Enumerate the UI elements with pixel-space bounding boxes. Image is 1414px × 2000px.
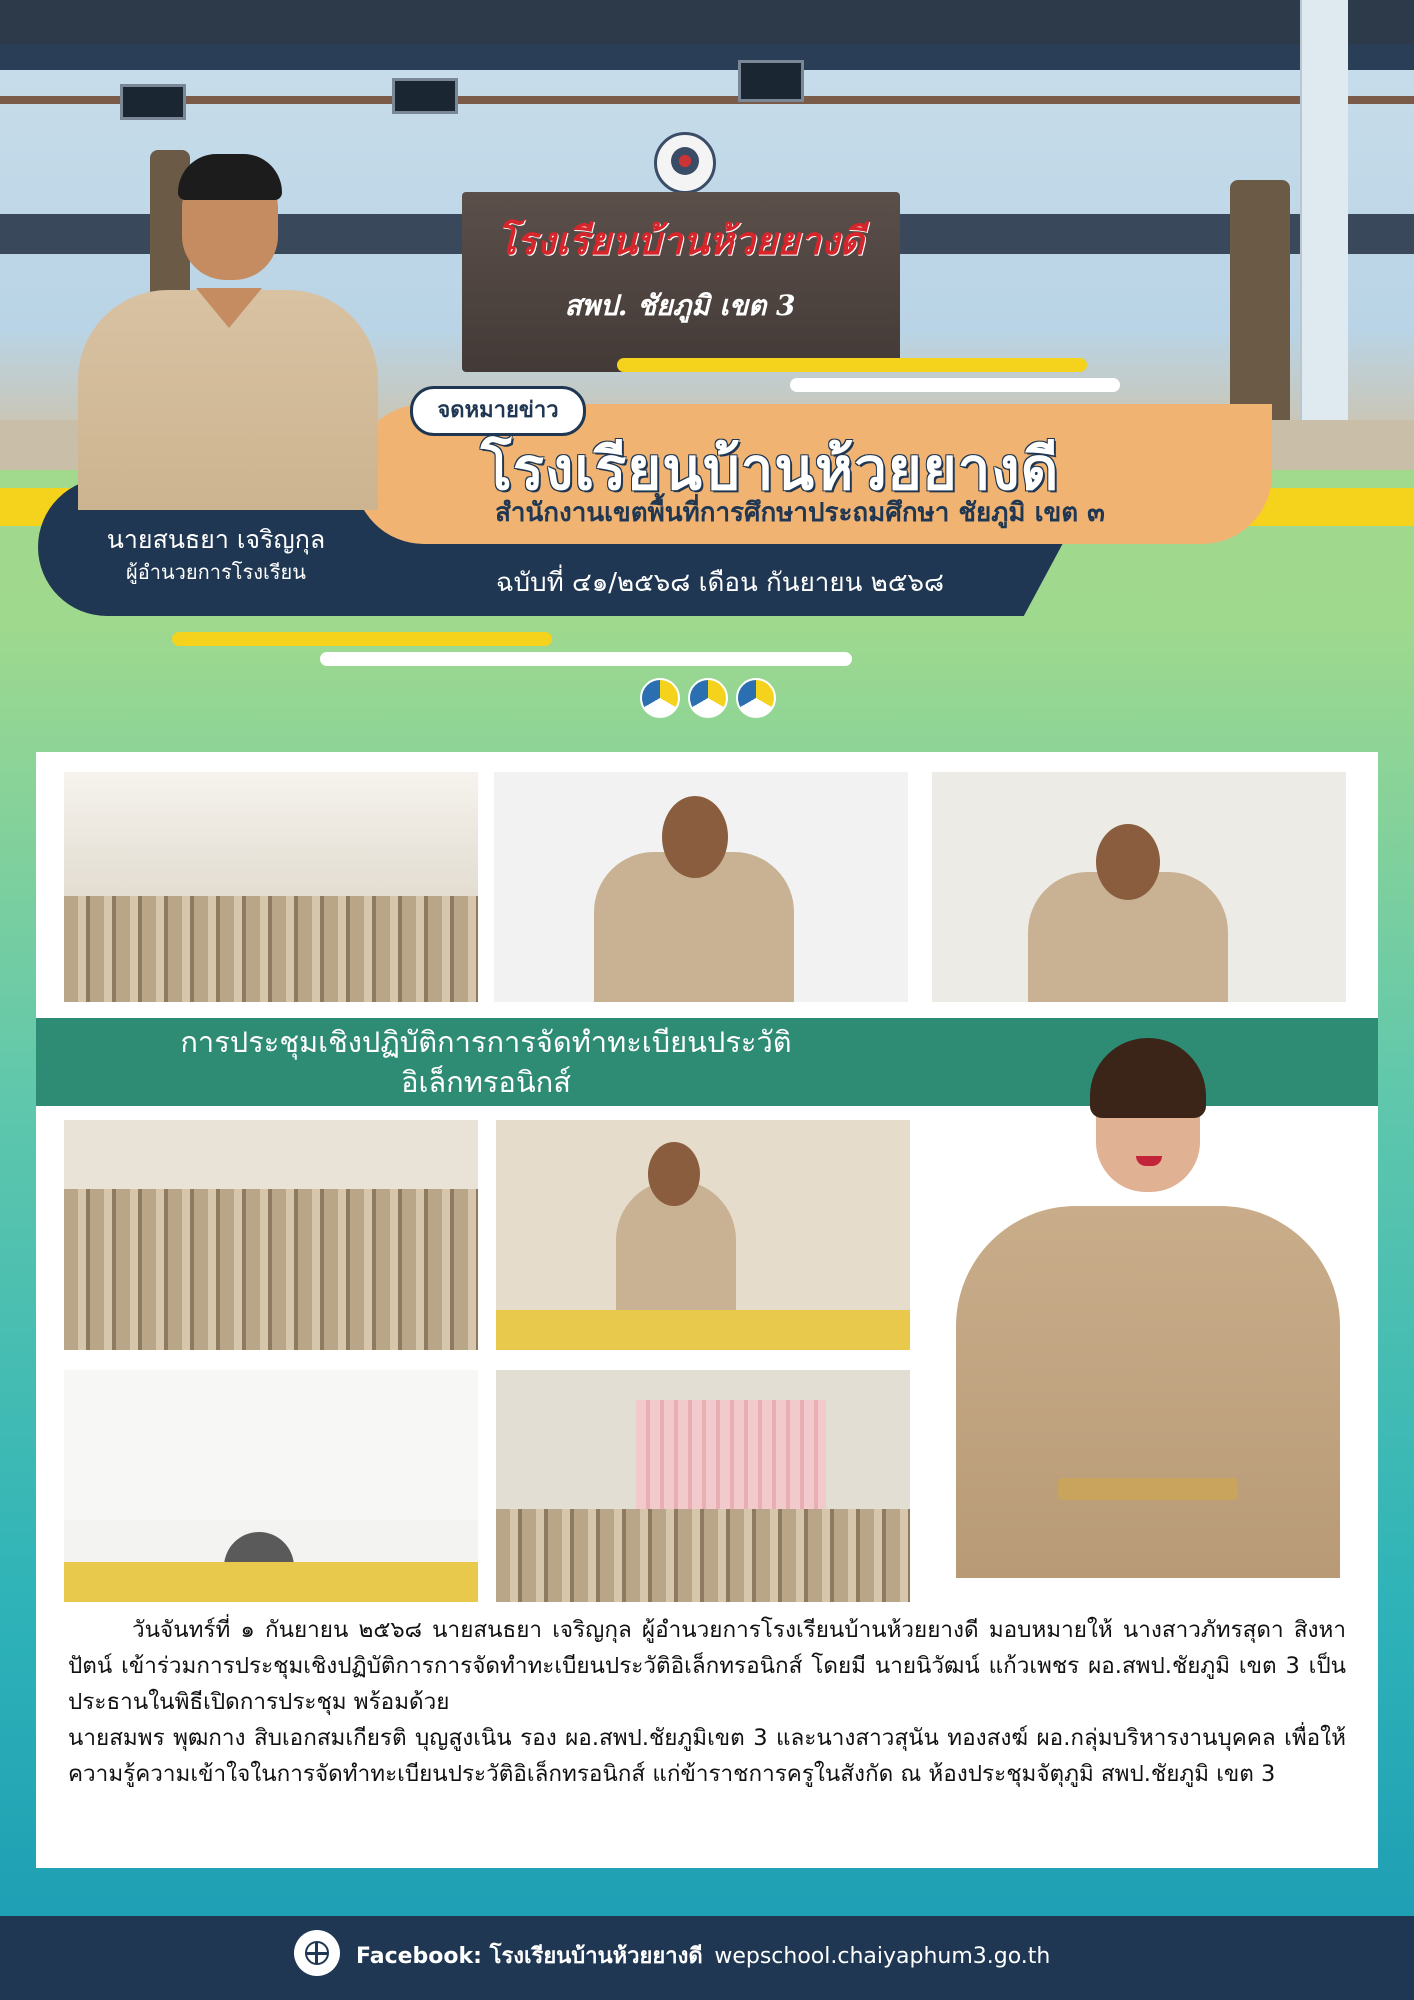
section-title-line2: อิเล็กทรอนิกส์	[401, 1065, 571, 1099]
director-photo	[78, 160, 378, 510]
section-title-line1: การประชุมเชิงปฏิบัติการการจัดทำทะเบียนประวัติ	[180, 1025, 792, 1059]
presenter-table	[64, 1562, 478, 1602]
school-emblem-icon	[654, 132, 716, 194]
photo-speaker-standing	[494, 772, 908, 1002]
office-subtitle: สำนักงานเขตพื้นที่การศึกษาประถมศึกษา ชัยภูมิ เขต ๓	[495, 498, 1105, 528]
decor-bar	[320, 652, 852, 666]
school-title: โรงเรียนบ้านห้วยยางดี	[480, 435, 1060, 503]
window-curtain	[636, 1400, 826, 1510]
decor-bar	[617, 358, 1087, 372]
building-upper-floor	[0, 0, 1414, 44]
speaker-face	[648, 1142, 700, 1206]
group-people	[64, 1189, 478, 1350]
director-hair	[178, 154, 282, 200]
globe-icon	[294, 1930, 340, 1976]
news-paragraph: วันจันทร์ที่ ๑ กันยายน ๒๕๖๘ นายสนธยา เจริญกุล ผู้อำนวยการโรงเรียนบ้านห้วยยางดี มอบหมายให้ นางสาวภัทรสุดา สิงหาปัตน์ เข้าร่วมการประชุมเชิงปฏิบัติการการจัดทำทะเบียนประวัติอิเล็กทรอนิกส์ โดยมี นายนิวัฒน์ แก้วเพชร ผอ.สพป.ชัยภูมิ เขต 3 เป็นประธานในพิธีเปิดการประชุม พร้อมด้วย	[68, 1617, 1346, 1715]
audience	[64, 896, 478, 1002]
decor-bar	[790, 378, 1120, 392]
decor-bar	[172, 632, 552, 646]
decor-dot-icon	[688, 678, 728, 718]
attendee-portrait	[948, 1038, 1348, 1578]
attendee-belt	[1058, 1478, 1238, 1500]
section-title	[36, 1018, 936, 1102]
director-role: ผู้อำนวยการโรงเรียน	[126, 560, 306, 584]
photo-presenter-laptop	[64, 1370, 478, 1602]
photo-group	[64, 1120, 478, 1350]
sign-area-name: สพป. ชัยภูมิ เขต 3	[564, 289, 796, 322]
newsletter-tag: จดหมายข่าว	[410, 386, 586, 436]
attendee-hair	[1090, 1038, 1206, 1118]
building-pillar	[1300, 0, 1348, 460]
building-window	[738, 60, 804, 102]
news-body	[68, 1612, 1346, 1792]
news-paragraph: นายสมพร พุฒกาง สิบเอกสมเกียรติ บุญสูงเนิน รอง ผอ.สพป.ชัยภูมิเขต 3 และนางสาวสุนัน ทองสงฆ์ ผอ.กลุ่มบริหารงานบุคคล เพื่อให้ความรู้ความเข้าใจในการจัดทำทะเบียนประวัติอิเล็กทรอนิกส์ แก่ข้าราชการครูในสังกัด ณ ห้องประชุมจัตุภูมิ สพป.ชัยภูมิ เขต 3	[68, 1725, 1346, 1787]
podium-table	[496, 1310, 910, 1350]
speaker-face	[662, 796, 728, 878]
director-name: นายสนธยา เจริญกุล	[106, 525, 326, 554]
building-window	[120, 84, 186, 120]
website-link[interactable]: wepschool.chaiyaphum3.go.th	[714, 1944, 1051, 1969]
building-railing	[0, 96, 1414, 104]
decor-dot-icon	[736, 678, 776, 718]
decor-dot-icon	[640, 678, 680, 718]
photo-meeting-hall	[64, 772, 478, 1002]
photo-speaker-podium	[496, 1120, 910, 1350]
photo-speaker-microphone	[932, 772, 1346, 1002]
projection-screen	[64, 1370, 478, 1520]
tree-trunk	[1230, 180, 1290, 430]
photo-panel-seated	[496, 1370, 910, 1602]
speaker-face	[1096, 824, 1160, 900]
facebook-label: Facebook:	[356, 1944, 482, 1969]
seated-panel	[496, 1509, 910, 1602]
sign-school-name: โรงเรียนบ้านห้วยยางดี	[496, 218, 864, 263]
building-window	[392, 78, 458, 114]
issue-number: ฉบับที่ ๔๑/๒๕๖๘ เดือน กันยายน ๒๕๖๘	[495, 568, 945, 598]
attendee-uniform	[956, 1206, 1340, 1578]
footer-links	[356, 1938, 1050, 1973]
facebook-page-link[interactable]: โรงเรียนบ้านห้วยยางดี	[489, 1944, 703, 1969]
